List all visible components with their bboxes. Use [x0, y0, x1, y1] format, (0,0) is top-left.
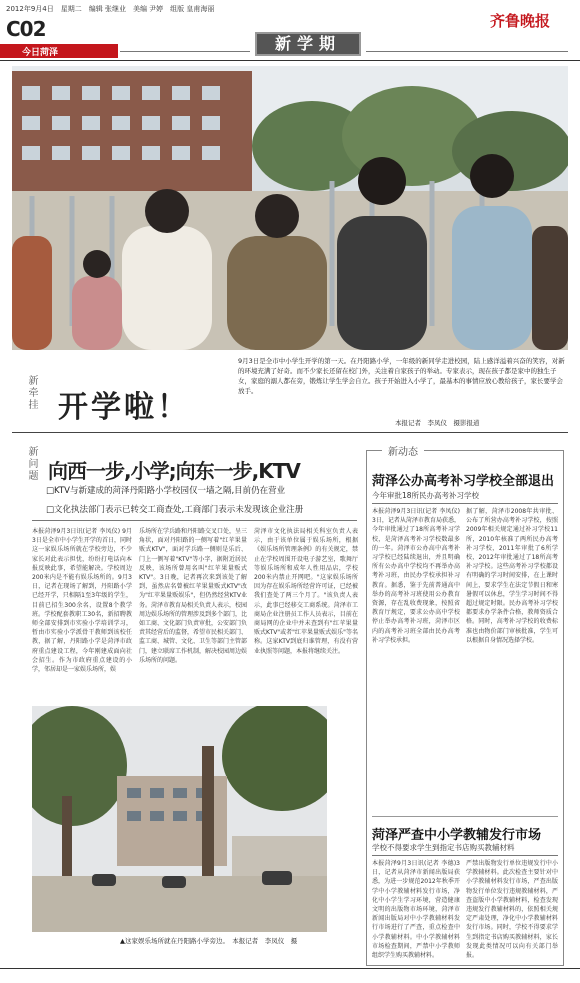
lead-kicker: 新牵挂	[26, 375, 37, 411]
sidebar-label: 新动态	[382, 443, 424, 458]
divider	[120, 51, 250, 52]
section-banner	[255, 32, 361, 56]
divider	[12, 432, 568, 433]
sidebar-story-subhead: 今年审批18所民办高考补习学校	[372, 491, 480, 500]
divider	[0, 968, 580, 969]
lead-photo	[12, 66, 568, 350]
section-banner-text: 新学期	[274, 34, 341, 53]
sidebar-body-column: 严禁出版物发行单位违规发行中小学教辅材料。此次检查主要针对中小学教辅材料发行市场，严查出版物发行单位发行违规教辅材料，严查盗版中小学教辅材料，检查发现违规发行教辅材料的，依照相关规定严肃处理，净化中小学教辅材料发行市场。同时，学校不得要求学生到指定书店购买教辅材料，家长发现此类情况可以向有关部门举报。	[466, 860, 558, 959]
story-body-column: 乐场所在学兵路和丹阳路交叉口处，呈三角状，面对丹阳路的一侧写着"红苹果量贩式KTV"，面对学兵路一侧则是乐后、门上一侧写着"KTV"等小字，据附近居民反映，该场所曾用名叫"红苹果量贩式KTV"。3日晚，记者再次来到该处了解到，虽然店名曾被红苹果量贩式KTV"改为"红苹果量贩娱乐"，但仍然经营KTV业务。菏泽市教育局相关负责人表示，校园周边娱乐场所的管理涉及到多个部门，比如工商、文化部门负责审批，公安部门负责其经营后的监督，希望市民相关部门、监工商、城管、文化、卫生等部门主管部门，建立联席工作机制，解决校园周边娱乐场所的问题。	[139, 528, 247, 664]
lead-title: 开学啦！	[58, 390, 190, 425]
story-subhead: □KTV与新建成的菏泽丹阳路小学校园仅一墙之隔,目前仍在营业	[46, 486, 286, 496]
divider	[32, 520, 357, 521]
divider	[372, 816, 558, 817]
sidebar-story-headline: 菏泽严查中小学教辅发行市场	[372, 828, 542, 843]
story-photo	[32, 706, 327, 932]
story-headline: 向西一步,小学;向东一步,KTV	[48, 459, 300, 483]
story-body-column: 本报菏泽9月3日讯(记者 李凤仪) 9月3日是全市中小学生开学的首日，同时这一家娱乐场所就在学校旁边，不少家长对此表示担忧，纷纷打电话向本报反映此事，希望能解决。学校周边200米内是不能有娱乐场所的。9月3日，记者在现场了解到，丹阳路小学已经开学，只相隔1至3年级的学生，目前已招生300余名，设置8个教学班。学校配套教职工30名，新招聘教师全部安排到市实验小学培训学习，暂由市实验小学派骨干教师到该校任教，据了解，丹阳路小学是菏泽市政府重点建设工程，今年刚建成面向社会招生。作为市政府重点建设的小学，邻居却是一家娱乐场所，娱	[32, 528, 132, 674]
lead-photo-caption: 9月3日是全市中小学生开学的第一天。在丹阳路小学，一年级的新同学走进校园，陆上感洋溢着兴奋的笑容，对新的环境充满了好奇。而不少家长还留在校门外，关注着自家孩子的举动。专家表示，现在孩子都是家中的独生子女，家庭的溺人都在旁，锻炼让学生学会自立。孩子开始进入小学了，最基本的事情应放心教给孩子，家长要学会放手。	[238, 357, 565, 395]
divider	[366, 51, 568, 52]
story-photo-caption: ▲这家娱乐场所就在丹阳路小学旁边。 本报记者 李凤仪 摄	[120, 937, 298, 945]
paper-logo: 齐鲁晚报	[490, 12, 551, 30]
sidebar-story-subhead: 学校不得要求学生到指定书店购买教辅材料	[372, 843, 515, 852]
divider	[0, 60, 580, 61]
divider	[372, 855, 558, 856]
divider	[372, 503, 558, 504]
page-dateline: 2012年9月4日 星期二 编辑 张继业 美编 尹婷 组版 皇甫海丽	[6, 5, 215, 13]
section-tab-label: 今日菏泽	[22, 48, 59, 58]
story-kicker: 新问题	[26, 446, 37, 482]
sidebar-body-column: 据了解，菏泽市2008年共审批、公布了所营办高考补习学校，按照2009年相关规定通过补习学校11所，2010年核准了两所民办高考补习学校，2011年审批了6所学校，2012年审批通过了18所高考补习学校。这些高考补习学校都设有明确的学习时间安排，在上课时间上，要求学生在法定节假日和寒暑假可以休息，学生学习时间不得超过规定时限。民办高考补习学校都要求办学条件合格，教师资质合格。同时，高考补习学校的收费标准也由物价部门审核批准，学生可以根据自身情况选择学校。	[466, 508, 558, 644]
lead-credit: 本报记者 李凤仪 摄影报道	[395, 419, 480, 427]
sidebar-body-column: 本报菏泽9月3日讯(记者 李凤仪) 3日，记者从菏泽市教育局获悉，今年审批通过了18所高考补习学校，是菏泽高考补习学校数最多的一年。菏泽市公办高中高考补习学校已经陆续退出，并且明确所有公办高中学校均不再举办高考补习班，由民办学校承担补习教育。据悉，鉴于先前普通高中举办的高考补习班使用公办教育资源，存在乱收费现象，按照省教育厅规定，要求公办高中学校停止举办高考补习班，菏泽市区内的高考补习班全部由民办高考补习学校承担。	[372, 508, 460, 644]
story-body-column: 菏泽市文化执法局相关科室负责人表示，由于该单位属于娱乐场所，根据《娱乐场所管理条例》的有关规定，禁止在学校周围开设电子游艺室，歌舞厅等娱乐场所和成年人性用品店，学校200米内禁止开网吧。"这家娱乐场所因为存在娱乐场所经营许可证，已经被我们查处了两三个月了。"该负责人表示，此事已经移交工商系统。菏泽市工商局企业注册员工作人员表示，目前在商局网的企业中并未查到有"红苹果量贩式KTV"或者"红苹果量贩式娱乐"等名称。这家KTV到底归谁管理，有没有营业执照等问题，本报将继续关注。	[254, 528, 358, 655]
sidebar-story-headline: 菏泽公办高考补习学校全部退出	[372, 474, 555, 489]
section-tab-bar	[0, 44, 118, 58]
page-number: C02	[6, 17, 46, 41]
sidebar-body-column: 本报菏泽9月3日讯(记者 李德)3日，记者从菏泽市新闻出版局获悉，为进一步规范2012年秋季开学中小学教辅材料发行市场，净化中小学生学习环境，营造健康文明的出版物市场环境，菏泽市新闻出版局对中小学教辅材料发行市场进行了严查，重点检查中小学教辅材料。中小学教辅材料市场检查期间，严禁中小学教师组织学生购买教辅材料。	[372, 860, 460, 959]
story-subhead: □文化执法部门表示已转交工商查处,工商部门表示未发现该企业注册	[46, 505, 304, 515]
